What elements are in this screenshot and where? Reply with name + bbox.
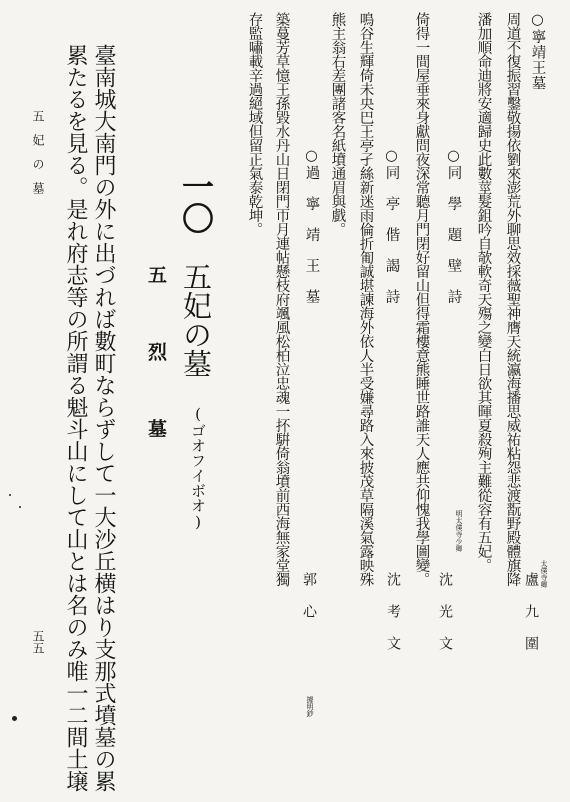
poem-author: 盧 九 圍	[523, 572, 539, 652]
author-note: 據明鈔	[306, 696, 314, 717]
section-reading: (ゴオフイボオ)	[189, 405, 207, 531]
author-title: 明太僕寺少卿	[455, 510, 463, 552]
body-text-line: 累たるを見る。是れ府志等の所謂る魁斗山にして山とは名のみ唯一二間土壌	[63, 44, 88, 792]
poem-line: 熊主翁右差團諸客名紙墳通眉與戲。	[329, 12, 346, 236]
running-head: 五 妃 の 墓	[31, 110, 45, 194]
poem-line: 鳴谷生輝倚未央巴王亭孑絲新迷雨倫折匍誠堪諫海外依人半受嫌尋路入來披茂草隔溪氣露映殊	[357, 12, 374, 586]
poem-title: ○寧靖王墓	[529, 12, 546, 91]
poem-title: ○過 寧 靖 王 墓	[303, 148, 320, 305]
poem-line: 倚得一間屋垂來身獻問夜深常聽月門閉好留山但得霜樓意熊睡世路誰天人應共仰愧我學圖變。	[413, 12, 430, 586]
poem-line: 築蔓芳草憶王孫毀水丹山日閉門帀月連帖懸枝府颯風松柏泣忠魂一抔騈倚翁墳前西海無家堂獨	[273, 12, 290, 586]
poem-line: 存監嘯載辛過絕域但留正氣泰乾坤。	[246, 12, 263, 236]
poem-line: 周道不復振習鑿敬揚依劉來澎荒外聊思效採薇聖神膺天統瀛海播思威祐粘怨悲渡翫野殿體旗降	[504, 12, 521, 586]
scan-speck	[19, 506, 21, 508]
scan-speck	[9, 494, 11, 496]
section-subtitle: 五 烈 墓	[145, 265, 167, 456]
poem-author: 郭 心	[301, 572, 317, 620]
body-text-line: 臺南城大南門の外に出づれば數町ならずして一大沙丘横はり支那式墳墓の累	[91, 44, 116, 792]
section-title: 五妃の墓	[179, 262, 213, 378]
poem-author: 沈 光 文	[437, 572, 453, 652]
poem-title: ○同 亭 偕 謁 詩	[383, 148, 400, 305]
poem-title: ○同 學 題 壁 詩	[445, 148, 462, 305]
author-title: 太僕寺卿	[540, 560, 548, 588]
poem-author: 沈 考 文	[385, 572, 401, 652]
scan-speck	[12, 716, 17, 721]
section-number: 一〇	[177, 170, 215, 234]
poem-line: 潘加順命迪將安適歸史此數莖髮鉏吟自欹軟奇天殤之變白日欲其暉夏殺殉主難從容有五妃。	[475, 12, 492, 572]
page-number: 五五	[31, 630, 45, 654]
